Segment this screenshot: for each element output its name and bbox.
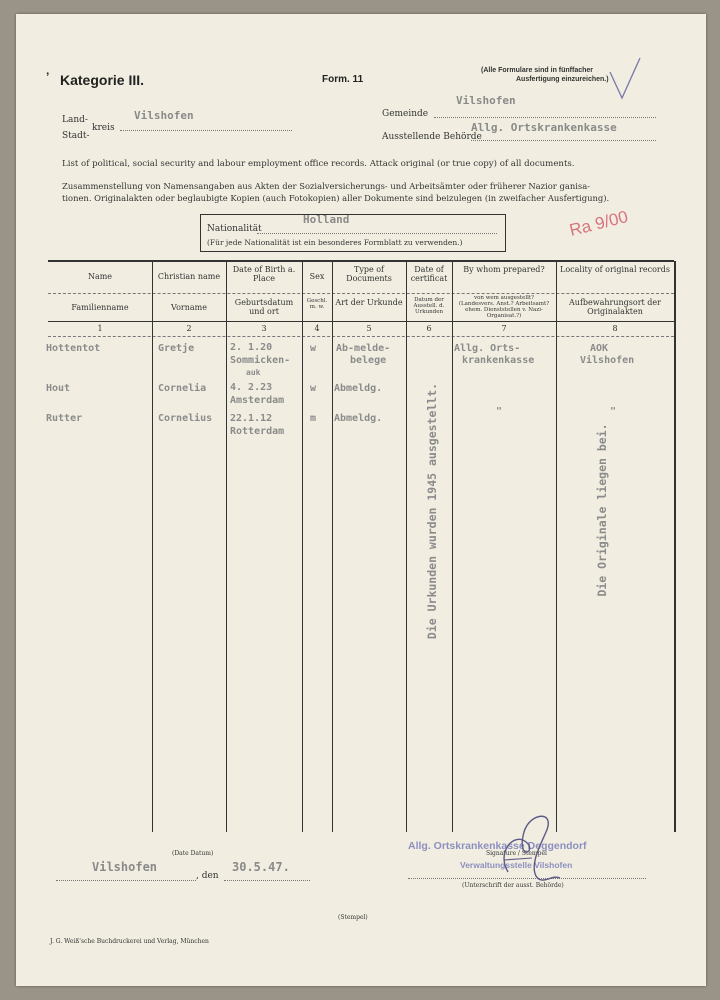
col1-en: Name (87, 272, 113, 281)
col2-num: 2 (186, 324, 192, 333)
col1-de: Familienname (71, 303, 129, 312)
signature-label: Signature / Stempel (486, 850, 547, 857)
col4-en: Sex (309, 272, 325, 281)
row3-name: Rutter (46, 413, 83, 424)
row1-by1: Allg. Orts- (454, 343, 521, 354)
nationality-box (200, 214, 506, 252)
col4-num: 4 (314, 324, 320, 333)
row2-dob1: 4. 2.23 (230, 382, 273, 393)
place-value: Vilshofen (92, 860, 158, 874)
kreis-label: kreis (92, 123, 115, 133)
gemeinde-value: Vilshofen (456, 94, 516, 107)
kreis-value: Vilshofen (134, 109, 194, 122)
row1-sex: w (310, 343, 317, 354)
row2-first: Cornelia (158, 383, 207, 394)
row3-dob2: Rotterdam (230, 426, 285, 437)
row2-loc1: " (610, 406, 617, 417)
col4-de: Geschl. m. w. (306, 298, 328, 311)
col7-num: 7 (501, 324, 507, 333)
row1-dob1: 2. 1.20 (230, 342, 273, 353)
instructions-german-1: Zusammenstellung von Namensangaben aus Akten der Sozialversicherungs- und Arbeitsämter oder früherer Nazior ganisa- (62, 181, 591, 191)
copies-note-1: (Alle Formulare sind in fünffacher (481, 67, 594, 74)
instructions-english: List of political, social security and labour employment office records. Attack original (or true copy) of all documents. (62, 159, 575, 169)
printer-credit: J. G. Weiß'sche Buchdruckerei und Verlag, München (50, 938, 209, 945)
col8-en: Locality of original records (560, 265, 670, 274)
col6-de: Datum der Ausstell. d. Urkunden (413, 297, 445, 316)
col5-de: Art der Urkunde (335, 298, 403, 307)
col5-num: 5 (366, 324, 372, 333)
nationality-note: (Für jede Nationalität ist ein besonderes Formblatt zu verwenden.) (207, 238, 463, 247)
row1-name: Hottentot (46, 343, 101, 354)
row2-name: Hout (46, 383, 71, 394)
category-title: Kategorie III. (60, 72, 145, 88)
row3-sex: m (310, 413, 317, 424)
row2-by1: " (496, 406, 503, 417)
row3-dob1: 22.1.12 (230, 413, 273, 424)
form-number: Form. 11 (322, 74, 364, 85)
check-mark (606, 54, 646, 106)
nationality-value: Holland (303, 213, 350, 226)
stamp-line-1: Allg. Ortskrankenkasse Deggendorf (408, 840, 587, 852)
col1-num: 1 (97, 324, 103, 333)
col6-en: Date of certificat (410, 265, 448, 284)
stamp-line-2: Verwaltungsstelle Vilshofen (460, 860, 573, 870)
col8-vertical-note: Die Originale liegen bei. (595, 423, 609, 597)
red-annotation: Ra 9/00 (567, 207, 630, 240)
row1-by2: krankenkasse (462, 355, 535, 366)
tick-mark: ’ (46, 70, 50, 84)
row1-doc2: belege (350, 355, 387, 366)
gemeinde-label: Gemeinde (382, 109, 429, 119)
row1-dob3: auk (246, 368, 261, 377)
behoerde-value: Allg. Ortskrankenkasse (471, 121, 617, 134)
col2-en: Christian name (157, 272, 221, 281)
row2-sex: w (310, 383, 317, 394)
row1-dob2: Sommicken- (230, 355, 291, 366)
col3-en: Date of Birth a. Place (232, 265, 296, 284)
col5-en: Type of Documents (346, 265, 392, 284)
behoerde-label: Ausstellende Behörde (382, 132, 482, 142)
den-label: , den (196, 871, 219, 881)
land-label: Land- (62, 115, 88, 125)
col7-de: von wem ausgestellt? (Landesvers. Anst.? Arbeitsamt? ehem. Dienststellen v. Nazi-Organisat.?) (458, 295, 550, 320)
col3-num: 3 (261, 324, 267, 333)
row1-doc1: Ab-melde- (336, 343, 391, 354)
col6-num: 6 (426, 324, 432, 333)
row3-doc1: Abmeldg. (334, 413, 383, 424)
col3-de: Geburtsdatum und ort (234, 298, 294, 317)
col2-de: Vorname (171, 303, 207, 312)
col6-vertical-note: Die Urkunden wurden 1945 ausgestellt. (425, 382, 439, 640)
nationality-label: Nationalität (207, 224, 262, 234)
place-date-label: (Date Datum) (172, 850, 214, 857)
row2-doc1: Abmeldg. (334, 383, 383, 394)
col7-en: By whom prepared? (463, 265, 545, 274)
stadt-label: Stadt- (62, 131, 90, 141)
col8-de: Aufbewahrungsort der Originalakten (569, 298, 661, 317)
signature-scribble (486, 802, 566, 890)
row1-first: Gretje (158, 343, 195, 354)
row1-loc1: AOK (590, 343, 609, 354)
instructions-german-2: tionen. Originalakten oder beglaubigte Kopien (auch Fotokopien) aller Dokumente sind beizulegen (in zweifacher Ausfertigung). (62, 193, 610, 203)
form-paper (16, 14, 706, 986)
col8-num: 8 (612, 324, 618, 333)
stempel-label: (Stempel) (338, 914, 368, 921)
sign-caption: (Unterschrift der ausst. Behörde) (462, 882, 564, 889)
copies-note-2: Ausfertigung einzureichen.) (516, 76, 609, 83)
row2-dob2: Amsterdam (230, 395, 285, 406)
row3-first: Cornelius (158, 413, 213, 424)
date-value: 30.5.47. (232, 860, 290, 874)
row1-loc2: Vilshofen (580, 355, 635, 366)
